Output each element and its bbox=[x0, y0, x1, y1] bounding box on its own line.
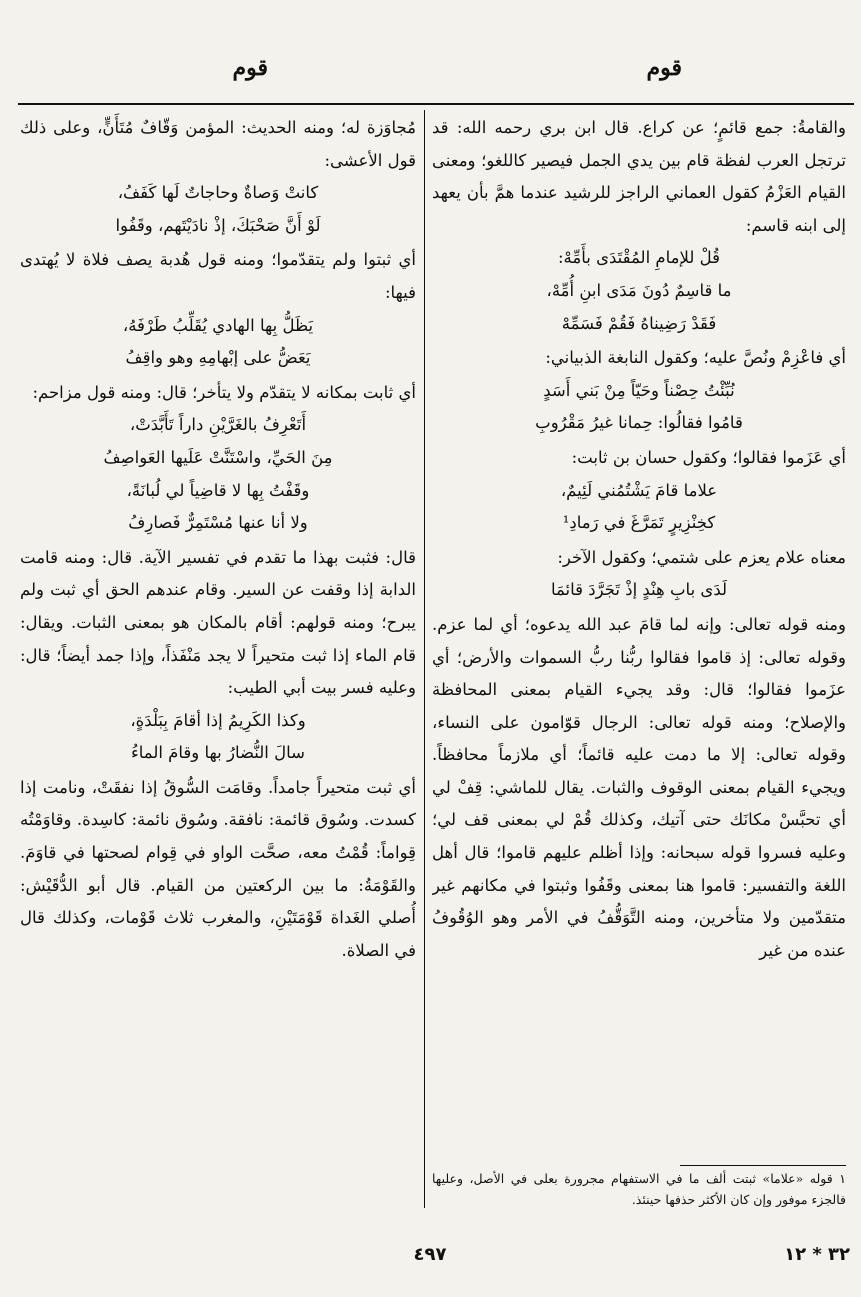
column-divider bbox=[424, 110, 425, 1208]
footnote-rule bbox=[680, 1165, 846, 1166]
right-column bbox=[432, 112, 846, 1152]
right-column-verse-line: لَدَى بابِ هِنْدٍ إذْ تَجَرَّدَ قائمَا bbox=[550, 580, 728, 600]
signature-mark: ٣٢ * ١٢ bbox=[784, 1244, 850, 1265]
right-column-verse-line: كخِنْزِيرٍ تَمَرَّغَ في رَمادِ¹ bbox=[562, 513, 716, 533]
right-column-paragraph: والقامةُ: جمع قائمٍ؛ عن كراع. قال ابن بري رحمه الله: قد ترتجل العرب لفظة قام بين يدي الجمل فيصير كاللغو؛ ومعنى القيام العَزْمُ كقول العماني الراجز للرشيد عندما همَّ بأن يعهد إلى ابنه قاسم: bbox=[432, 118, 846, 235]
left-column-verse-line: يَظَلُّ بِها الهادي يُقَلِّبُ طَرْفَهُ، bbox=[122, 315, 314, 335]
right-column-verse-line: نُبِّئْتُ حِصْناً وحَيّاً مِنْ بَني أَسَدٍ bbox=[543, 380, 735, 400]
left-column-verse-line: سالَ النُّضارُ بها وقامَ الماءُ bbox=[131, 743, 305, 763]
left-column-paragraph: مُجاوَزة له؛ ومنه الحديث: المؤمن وَقّافٌ مُتَأَنٍّ، وعلى ذلك قول الأعشى: bbox=[20, 118, 416, 170]
right-column-verse-line: قُلْ للإمامِ المُقْتَدَى بأَمِّهْ: bbox=[558, 248, 720, 268]
left-column-paragraph: أي ثبت متحيراً جامداً. وقامَت السُّوقُ إذا نفقَتْ، ونامت إذا كسدت. وسُوق قائمة: نافقة. وسُوق نائمة: كاسِدة. وقاوَمْتُه قِواماً: قُمْتُ معه، صحَّت الواو في قِوام لصحتها في قاوَمَ. والقَوْمَةُ: ما بين الركعتين من القيام. قال أبو الدُّقَيْش: أُصلي الغَداة قَوْمَتَيْنِ، والمغرب ثلاث قَوْمات، وكذلك قال في الصلاة. bbox=[20, 777, 416, 960]
left-column-verse-line: أَتَعْرِفُ بالغَرَّيْنِ داراً تَأَبَّدَتْ، bbox=[129, 415, 307, 435]
left-column-verse-line: وقَفْتُ بِها لا قاضِياً لي لُبانَةً، bbox=[126, 480, 310, 500]
left-column-paragraph: أي ثابت بمكانه لا يتقدّم ولا يتأخر؛ قال: ومنه قول مزاحم: bbox=[32, 382, 416, 402]
right-column-verse-line: ما قاسِمٌ دُونَ مَدَى ابنِ أُمِّهْ، bbox=[546, 280, 732, 300]
left-column-verse-line: ولا أنا عنها مُسْتَمِرٌّ فَصارِفُ bbox=[128, 513, 308, 533]
right-column-verse-line: فَقَدْ رَضِيناهُ فَقُمْ فَسَمِّهْ bbox=[561, 313, 717, 333]
right-column-verse-line: علاما قامَ يَشْتُمُني لَئِيمٌ، bbox=[560, 480, 718, 500]
left-column-paragraph: أي ثبتوا ولم يتقدّموا؛ ومنه قول هُدبة يصف فلاة لا يُهتدى فيها: bbox=[20, 250, 416, 302]
header-title-right: قوم bbox=[646, 55, 682, 81]
footnote: ١ قوله «علاما» ثبتت ألف ما في الاستفهام مجرورة بعلى في الأصل، وعليها فالجزء موفور وإن كان الأكثر حذفها حينئذ. bbox=[432, 1171, 846, 1207]
header-title-left: قوم bbox=[232, 55, 268, 81]
header-rule bbox=[18, 103, 854, 105]
right-column-paragraph: معناه علام يعزم على شتمي؛ وكقول الآخر: bbox=[557, 547, 846, 567]
left-column-verse-line: لَوْ أَنَّ صَحْبَكَ، إذْ نادَيْتَهم، وقَفُوا bbox=[115, 215, 321, 235]
right-column-paragraph: أي عَزَموا فقالوا؛ وكقول حسان بن ثابت: bbox=[571, 447, 846, 467]
right-column-verse-line: قامُوا فقالُوا: حِمانا غيرُ مَقْرُوبِ bbox=[535, 413, 743, 433]
right-column-paragraph: ومنه قوله تعالى: وإنه لما قامَ عبد الله يدعوه؛ أي لما عزم. وقوله تعالى: إذ قاموا فقالوا ربُّنا ربُّ السموات والأرض؛ أي عزَموا فقالوا؛ قال: وقد يجيء القيام بمعنى المحافظة والإصلاح؛ ومنه قوله تعالى: الرجال قوّامون على النساء، وقوله تعالى: إلا ما دمت عليه قائماً؛ أي ملازماً محافظاً. ويجيء القيام بمعنى الوقوف والثبات. يقال للماشي: قِفْ لي أي تحبَّسْ مكانَك حتى آتيك، وكذلك قُمْ لي بمعنى قف لي؛ وعليه فسروا قوله سبحانه: وإذا أظلم عليهم قاموا؛ قال أهل اللغة والتفسير: قاموا هنا بمعنى وقَفُوا وثبتوا في مكانهم غير متقدّمين ولا متأخرين، ومنه التَّوَقُّفُ في الأمر وهو الوُقُوفُ عنده من غير bbox=[432, 614, 846, 960]
page-number: ٤٩٧ bbox=[413, 1244, 447, 1265]
left-column-verse-line: كانتْ وَصاةٌ وحاجاتٌ لَها كَفَفُ، bbox=[117, 183, 319, 203]
left-column-paragraph: قال: فثبت بهذا ما تقدم في تفسير الآية. قال: ومنه قامت الدابة إذا وقفت عن السير. وقام عندهم الحق أي ثبت ولم يبرح؛ ومنه قولهم: أقام بالمكان هو بمعنى الثبات. ويقال: قام الماء إذا ثبت متحيراً لا يجد مَنْفَذاً، وإذا جمد أيضاً؛ قال: وعليه فسر بيت أبي الطيب: bbox=[20, 547, 416, 698]
left-column-verse-line: مِنَ الحَيِّ، واسْتَنَّتْ عَلَيها العَواصِفُ bbox=[103, 447, 333, 467]
right-column-paragraph: أي فاعْزِمْ ونُصَّ عليه؛ وكقول النابغة الذبياني: bbox=[545, 348, 846, 368]
left-column-verse-line: يَعَضُّ على إبْهامِهِ وهو واقِفُ bbox=[125, 348, 311, 368]
left-column bbox=[20, 112, 416, 1208]
left-column-verse-line: وكذا الكَرِيمُ إذا أقامَ بِبَلْدَةٍ، bbox=[130, 710, 306, 730]
